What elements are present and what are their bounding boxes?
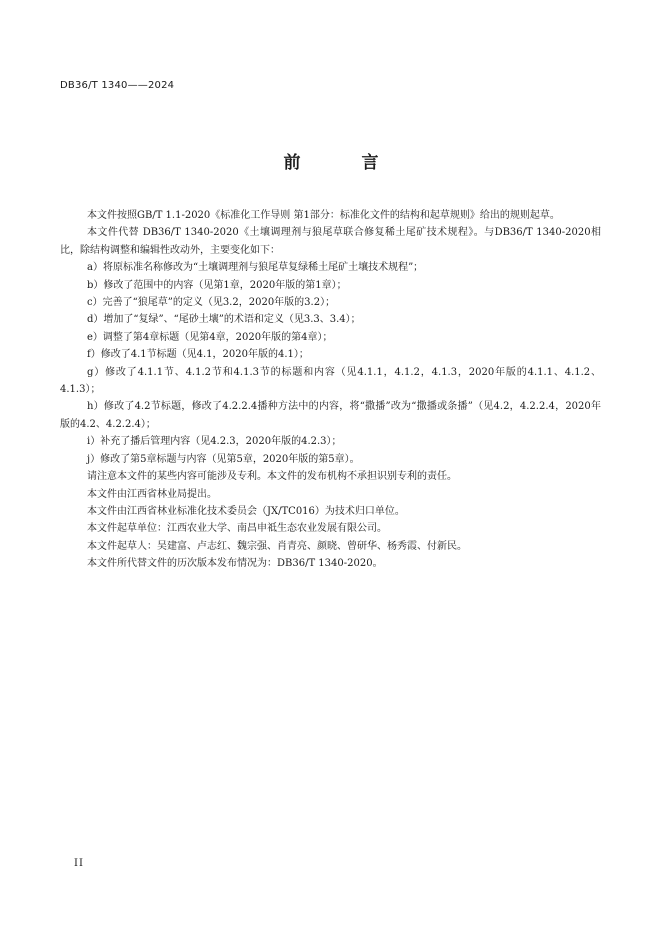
proposer-statement: 本文件由江西省林业局提出。 [87, 488, 217, 500]
patent-notice: 请注意本文件的某些内容可能涉及专利。本文件的发布机构不承担识别专利的责任。 [87, 471, 457, 483]
change-item: b）修改了范围中的内容（见第1章，2020年版的第1章）； [87, 279, 347, 291]
change-item: i）补充了播后管理内容（见4.2.3，2020年版的4.2.3）； [87, 436, 342, 448]
intro-paragraph: 本文件按照GB/T 1.1-2020《标准化工作导则 第1部分：标准化文件的结构和起草规则》给出的规则起草。 [87, 210, 560, 221]
page-number: II [74, 858, 84, 869]
foreword-body [60, 207, 601, 573]
change-item: c）完善了“狼尾草”的定义（见3.2，2020年版的3.2）； [87, 297, 336, 309]
drafters: 本文件起草人：吴建富、卢志红、魏宗强、肖青亮、颜晓、曾研华、杨秀霞、付新民。 [87, 540, 467, 552]
change-item: j）修改了第5章标题与内容（见第5章，2020年版的第5章）。 [87, 453, 360, 465]
change-item: a）将原标准名称修改为“土壤调理剂与狼尾草复绿稀土尾矿土壤技术规程”； [87, 262, 424, 274]
document-code: DB36/T 1340——2024 [60, 80, 175, 91]
change-item: e）调整了第4章标题（见第4章，2020年版的第4章）； [87, 331, 333, 343]
change-item: d）增加了“复绿”、“尾砂土壤”的术语和定义（见3.3、3.4）； [87, 314, 361, 326]
technical-committee-statement: 本文件由江西省林业标准化技术委员会（JX/TC016）为技术归口单位。 [87, 505, 405, 517]
change-item: g）修改了4.1.1节、4.1.2节和4.1.3节的标题和内容（见4.1.1，4.1.2，4.1.3，2020年版的4.1.1、4.1.2、4.1.3）； [60, 366, 601, 396]
change-item: f）修改了4.1节标题（见4.1，2020年版的4.1）； [87, 349, 309, 361]
change-item: h）修改了4.2节标题，修改了4.2.2.4播种方法中的内容，将“撒播”改为“撒播或条播”（见4.2，4.2.2.4，2020年版的4.2、4.2.2.4）； [60, 401, 601, 430]
intro-paragraph: 本文件代替 DB36/T 1340-2020《土壤调理剂与狼尾草联合修复稀土尾矿技术规程》。与DB36/T 1340-2020相比，除结构调整和编辑性改动外，主要变化如下： [60, 227, 601, 256]
page-title: 前 言 [283, 153, 401, 173]
drafting-units: 本文件起草单位：江西农业大学、南昌申祗生态农业发展有限公司。 [87, 523, 387, 535]
version-history: 本文件所代替文件的历次版本发布情况为：DB36/T 1340-2020。 [87, 558, 383, 570]
